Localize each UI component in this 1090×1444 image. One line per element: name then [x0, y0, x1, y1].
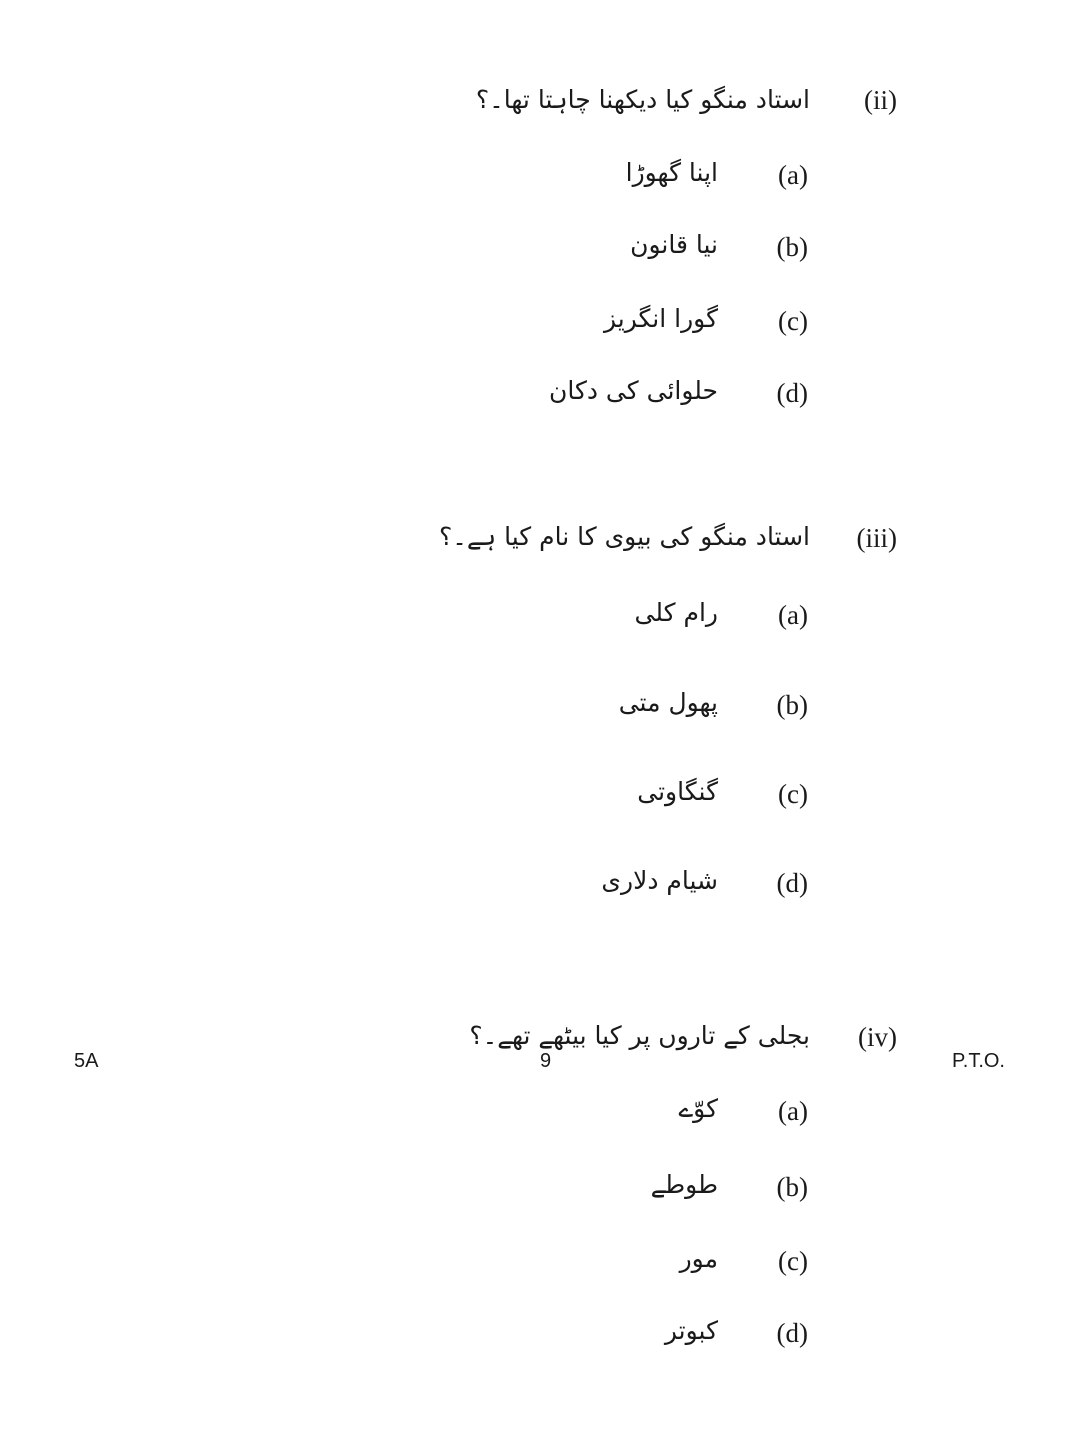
option-label: (d)	[776, 378, 808, 408]
option-label: (d)	[776, 1318, 808, 1348]
page-number: 9	[540, 1050, 552, 1072]
option-label: (a)	[778, 1096, 808, 1126]
option-label: (d)	[776, 868, 808, 898]
footer-code: 5A	[74, 1050, 99, 1072]
question-number: (ii)	[864, 85, 897, 115]
option-text: گنگاوتی	[637, 777, 718, 806]
question-number: (iii)	[856, 523, 897, 553]
question-number: (iv)	[858, 1022, 897, 1052]
option-label: (b)	[776, 690, 808, 720]
option-label: (c)	[778, 779, 808, 809]
option-text: نیا قانون	[630, 230, 718, 259]
option-label: (b)	[776, 1172, 808, 1202]
question-text: بجلی کے تاروں پر کیا بیٹھے تھے۔؟	[469, 1021, 810, 1050]
option-text: کوّے	[678, 1094, 718, 1123]
option-text: مور	[679, 1244, 718, 1273]
option-text: کبوتر	[664, 1316, 718, 1345]
option-label: (a)	[778, 160, 808, 190]
option-text: شیام دلاری	[601, 866, 718, 895]
option-text: پھول متی	[618, 688, 718, 717]
option-text: گورا انگریز	[603, 304, 718, 333]
option-label: (c)	[778, 306, 808, 336]
option-text: رام کلی	[634, 598, 718, 627]
question-text: استاد منگو کیا دیکھنا چاہتا تھا۔؟	[475, 85, 810, 114]
option-text: اپنا گھوڑا	[625, 158, 718, 187]
option-text: طوطے	[650, 1170, 718, 1199]
option-label: (c)	[778, 1246, 808, 1276]
pto-marker: P.T.O.	[952, 1050, 1005, 1072]
question-text: استاد منگو کی بیوی کا نام کیا ہے۔؟	[438, 522, 810, 551]
option-label: (a)	[778, 600, 808, 630]
option-text: حلوائی کی دکان	[548, 376, 718, 405]
option-label: (b)	[776, 232, 808, 262]
